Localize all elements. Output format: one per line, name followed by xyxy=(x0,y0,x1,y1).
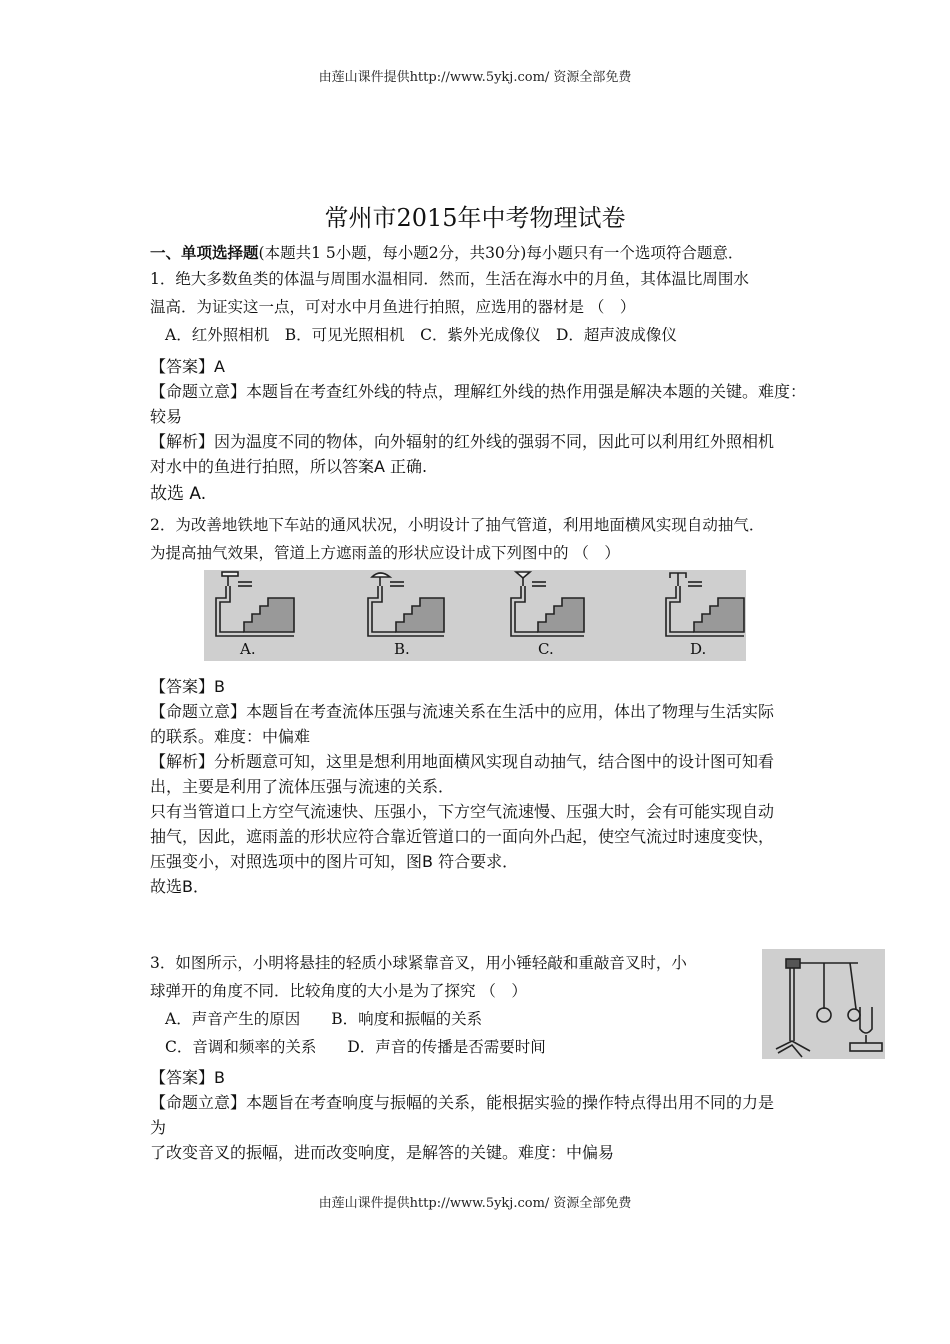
page-title: 常州市2015年中考物理试卷 xyxy=(324,204,626,232)
q2-option-b-diagram xyxy=(368,573,444,636)
q1-stem-line-1: 1．绝大多数鱼类的体温与周围水温相同．然而，生活在海水中的月鱼，其体温比周围水 xyxy=(150,270,749,288)
q2-analysis-line-4: 抽气，因此，遮雨盖的形状应符合靠近管道口的一面向外凸起，使空气流过时速度变快， xyxy=(150,827,775,846)
q1-analysis-line-2: 对水中的鱼进行拍照，所以答案A 正确. xyxy=(150,457,428,476)
q2-figure xyxy=(204,570,746,661)
page-header: 由莲山课件提供http://www.5ykj.com/ 资源全部免费 xyxy=(318,70,632,85)
q3-answer: 【答案】B xyxy=(150,1068,225,1087)
q3-options-line-2: C．音调和频率的关系 D．声音的传播是否需要时间 xyxy=(165,1038,546,1056)
q1-stem-line-2: 温高．为证实这一点，可对水中月鱼进行拍照，应选用的器材是 （ ） xyxy=(150,298,636,316)
q2-choose: 故选B． xyxy=(150,877,209,896)
q2-figure-label-d: D. xyxy=(690,640,707,658)
q2-analysis-line-3: 只有当管道口上方空气流速快、压强小，下方空气流速慢、压强大时，会有可能实现自动 xyxy=(150,802,775,821)
q2-option-c-diagram xyxy=(511,572,584,636)
q1-intent-line-2: 较易 xyxy=(150,407,183,426)
q1-answer: 【答案】A xyxy=(150,357,225,376)
q1-analysis-line-1: 【解析】因为温度不同的物体，向外辐射的红外线的强弱不同，因此可以利用红外照相机 xyxy=(150,432,775,451)
q1-options: A．红外照相机 B．可见光照相机 C．紫外光成像仪 D．超声波成像仪 xyxy=(165,326,677,344)
q2-stem-line-2: 为提高抽气效果，管道上方遮雨盖的形状应设计成下列图中的 （ ） xyxy=(150,544,620,562)
tuning-fork-apparatus-image xyxy=(762,949,885,1059)
q2-analysis-line-5: 压强变小，对照选项中的图片可知，图B 符合要求． xyxy=(150,852,519,871)
q3-stem-line-1: 3．如图所示，小明将悬挂的轻质小球紧靠音叉，用小锤轻敲和重敲音叉时，小 xyxy=(150,954,687,972)
q2-intent-line-1: 【命题立意】本题旨在考查流体压强与流速关系在生活中的应用，体出了物理与生活实际 xyxy=(150,702,775,721)
q2-analysis-line-1: 【解析】分析题意可知，这里是想利用地面横风实现自动抽气，结合图中的设计图可知看 xyxy=(150,752,775,771)
q1-choose: 故选 A. xyxy=(150,484,207,504)
q2-stem-line-1: 2．为改善地铁地下车站的通风状况，小明设计了抽气管道，利用地面横风实现自动抽气． xyxy=(150,516,765,534)
section-heading xyxy=(150,241,743,263)
q2-figure-drawing xyxy=(204,570,746,661)
q2-answer: 【答案】B xyxy=(150,677,225,696)
q3-intent-line-2: 为 xyxy=(150,1118,167,1137)
q2-option-a-diagram xyxy=(216,572,294,636)
section-heading-label: 一、单项选择题 xyxy=(150,243,259,262)
q2-figure-label-c: C. xyxy=(538,640,554,658)
q2-figure-label-b: B. xyxy=(394,640,410,658)
section-heading-note: (本题共1 5小题，每小题2分，共30分)每小题只有一个选项符合题意． xyxy=(258,244,744,262)
q3-options-line-1: A．声音产生的原因 B．响度和振幅的关系 xyxy=(165,1010,483,1028)
q3-intent-line-1: 【命题立意】本题旨在考查响度与振幅的关系，能根据实验的操作特点得出用不同的力是 xyxy=(150,1093,775,1112)
q2-option-d-diagram xyxy=(666,573,744,636)
q1-intent-line-1: 【命题立意】本题旨在考查红外线的特点，理解红外线的热作用强是解决本题的关键。难度： xyxy=(150,382,807,401)
q3-stem-line-2: 球弹开的角度不同．比较角度的大小是为了探究 （ ） xyxy=(150,982,527,1000)
q2-figure-label-a: A. xyxy=(240,640,256,658)
page-footer: 由莲山课件提供http://www.5ykj.com/ 资源全部免费 xyxy=(318,1196,632,1211)
q2-analysis-line-2: 出，主要是利用了流体压强与流速的关系． xyxy=(150,777,455,796)
q3-figure xyxy=(762,949,885,1059)
q2-intent-line-2: 的联系。难度：中偏难 xyxy=(150,727,311,746)
q3-intent-line-3: 了改变音叉的振幅，进而改变响度，是解答的关键。难度：中偏易 xyxy=(150,1143,615,1162)
